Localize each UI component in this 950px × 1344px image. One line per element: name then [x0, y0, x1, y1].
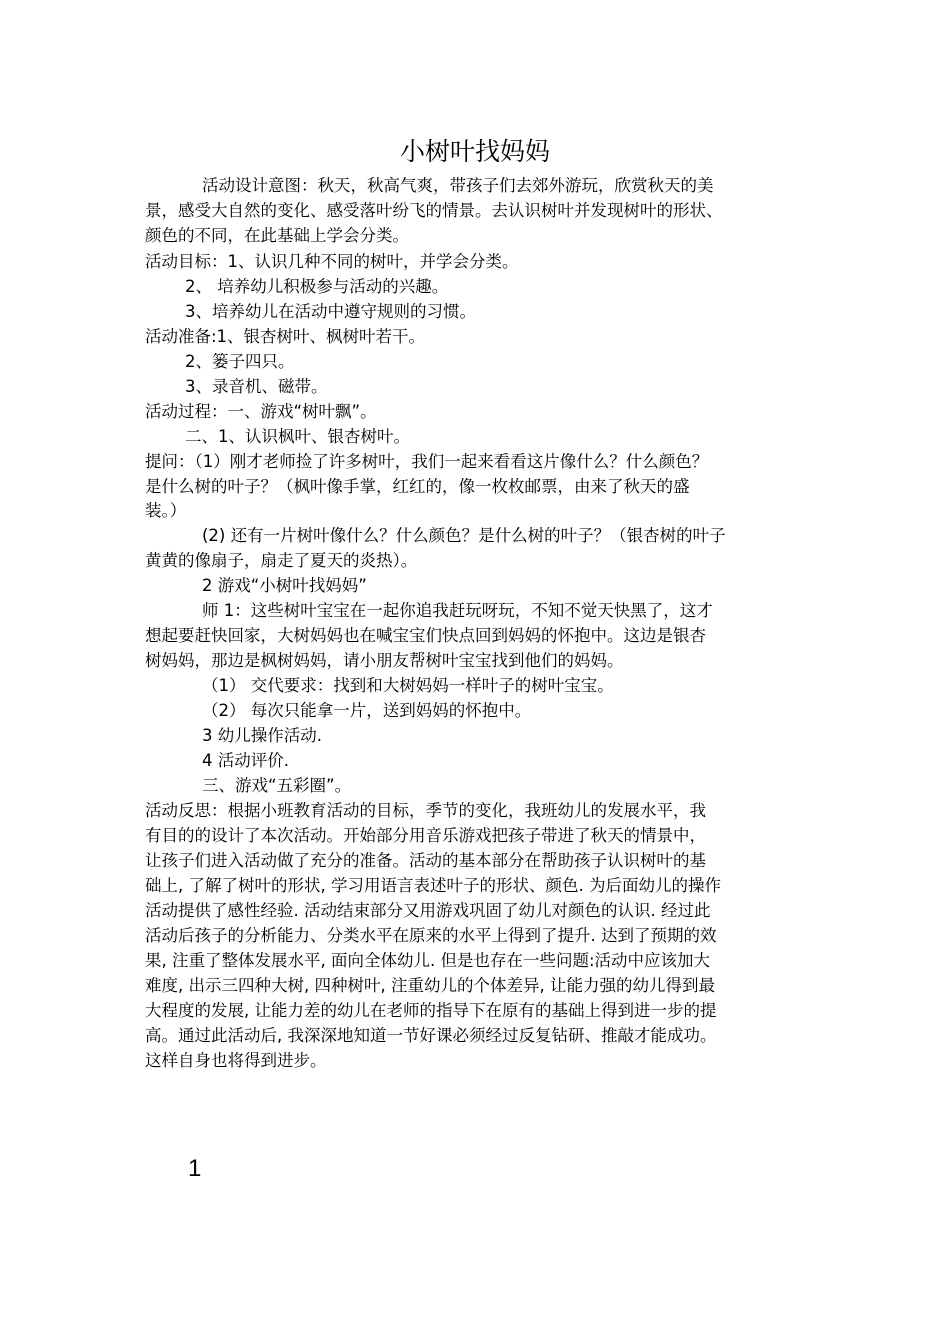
text-line: 三、游戏“五彩圈”。 [202, 776, 352, 795]
text-line: 装。） [145, 501, 187, 520]
text-line: 师 1：这些树叶宝宝在一起你追我赶玩呀玩，不知不觉天快黑了，这才 [202, 601, 713, 620]
text-line: 3、培养幼儿在活动中遵守规则的习惯。 [185, 302, 476, 321]
text-line: 3 幼儿操作活动. [202, 726, 322, 745]
text-line: 是什么树的叶子？（枫叶像手掌，红红的，像一枚枚邮票，由来了秋天的盛 [145, 477, 690, 496]
text-line: (2) 还有一片树叶像什么？什么颜色？是什么树的叶子？（银杏树的叶子 [202, 526, 726, 545]
text-line: 树妈妈，那边是枫树妈妈，请小朋友帮树叶宝宝找到他们的妈妈。 [145, 651, 624, 670]
text-line: 大程度的发展, 让能力差的幼儿在老师的指导下在原有的基础上得到进一步的提 [145, 1001, 717, 1020]
text-line: 高。通过此活动后, 我深深地知道一节好课必须经过反复钻研、推敲才能成功。 [145, 1026, 717, 1045]
text-line: 活动提供了感性经验. 活动结束部分又用游戏巩固了幼儿对颜色的认识. 经过此 [145, 901, 711, 920]
document-title: 小树叶找妈妈 [399, 137, 550, 166]
text-line: 活动目标：1、认识几种不同的树叶，并学会分类。 [145, 252, 519, 271]
text-line: 2、篓子四只。 [185, 352, 295, 371]
text-line: 难度, 出示三四种大树, 四种树叶, 注重幼儿的个体差异, 让能力强的幼儿得到最 [145, 976, 715, 995]
text-line: 2 游戏“小树叶找妈妈” [202, 576, 367, 595]
text-line: 3、录音机、磁带。 [185, 377, 328, 396]
text-line: （1） 交代要求：找到和大树妈妈一样叶子的树叶宝宝。 [202, 676, 614, 695]
text-line: 让孩子们进入活动做了充分的准备。活动的基本部分在帮助孩子认识树叶的基 [145, 851, 706, 870]
text-line: 这样自身也将得到进步。 [145, 1051, 327, 1070]
text-line: 活动设计意图：秋天，秋高气爽，带孩子们去郊外游玩，欣赏秋天的美 [202, 176, 714, 195]
text-line: 4 活动评价. [202, 751, 289, 770]
text-line: 景，感受大自然的变化、感受落叶纷飞的情景。去认识树叶并发现树叶的形状、 [145, 201, 723, 220]
text-line: 提问：（1）刚才老师捡了许多树叶，我们一起来看看这片像什么？什么颜色？ [145, 452, 709, 471]
text-line: 黄黄的像扇子，扇走了夏天的炎热）。 [145, 551, 418, 570]
text-line: 果, 注重了整体发展水平, 面向全体幼儿. 但是也存在一些问题:活动中应该加大 [145, 951, 711, 970]
text-line: 活动过程：一、游戏“树叶飘”。 [145, 402, 377, 421]
text-line: 颜色的不同，在此基础上学会分类。 [145, 226, 409, 245]
text-line: 活动后孩子的分析能力、分类水平在原来的水平上得到了提升. 达到了预期的效 [145, 926, 717, 945]
text-line: （2） 每次只能拿一片，送到妈妈的怀抱中。 [202, 701, 532, 720]
text-line: 活动反思：根据小班教育活动的目标，季节的变化，我班幼儿的发展水平，我 [145, 801, 706, 820]
text-line: 二、1、认识枫叶、银杏树叶。 [185, 427, 410, 446]
text-line: 活动准备:1、银杏树叶、枫树叶若干。 [145, 327, 426, 346]
text-line: 2、 培养幼儿积极参与活动的兴趣。 [185, 277, 449, 296]
text-line: 有目的的设计了本次活动。开始部分用音乐游戏把孩子带进了秋天的情景中， [145, 826, 706, 845]
text-line: 想起要赶快回家，大树妈妈也在喊宝宝们快点回到妈妈的怀抱中。这边是银杏 [145, 626, 706, 645]
page-number: 1 [188, 1155, 202, 1182]
text-line: 础上, 了解了树叶的形状, 学习用语言表述叶子的形状、颜色. 为后面幼儿的操作 [145, 876, 721, 895]
